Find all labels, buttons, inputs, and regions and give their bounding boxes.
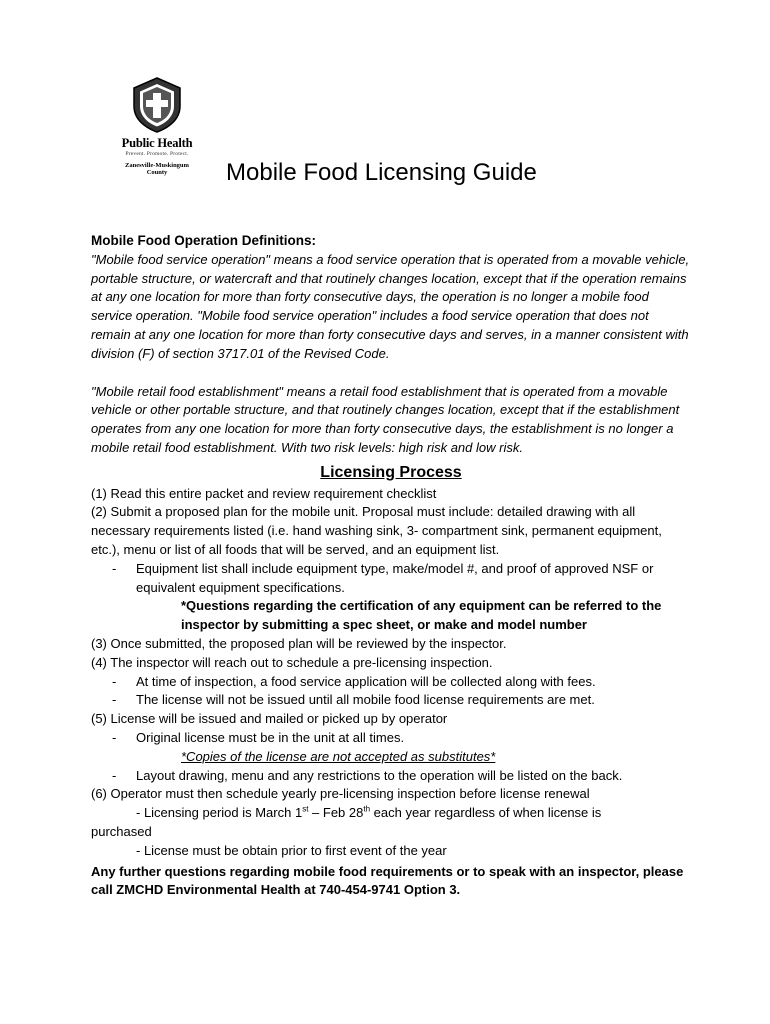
definition-mobile-retail: "Mobile retail food establishment" means a retail food establishment that is operated from a movable vehicle or other portable structure, and that routinely changes location, except that if the establishment operates from any one location for more than forty consecutive days, the establishment is no longer a mobile retail food establishment. With two risk levels: high risk and low risk.: [91, 383, 680, 455]
step-5-bullet-1: [91, 729, 691, 748]
step-5-bullet-2: [91, 767, 691, 786]
shield-cross-icon: [128, 76, 186, 134]
step-2-note: *Questions regarding the certification of any equipment can be referred to the inspector by submitting a spec sheet, or make and model number: [181, 598, 662, 633]
step-2: (2) Submit a proposed plan for the mobile unit. Proposal must include: detailed drawing with all necessary requirements listed (i.e. hand washing sink, 3- compartment sink, permanent equipment, etc.), menu or list of all foods that will be served, and an equipment list.: [91, 504, 662, 557]
step-3: (3) Once submitted, the proposed plan will be reviewed by the inspector.: [91, 635, 507, 651]
bullet-dash: -: [112, 673, 117, 689]
bullet-text: At time of inspection, a food service application will be collected along with fees.: [136, 673, 596, 689]
bullet-dash: -: [112, 767, 117, 783]
step-4: (4) The inspector will reach out to schedule a pre-licensing inspection.: [91, 654, 493, 670]
step-4-bullet-1: [91, 673, 691, 692]
health-department-logo: [114, 76, 200, 176]
step-6-licensing-period-cont: purchased: [91, 823, 152, 839]
logo-name: Public Health: [121, 136, 193, 150]
bullet-text: Layout drawing, menu and any restrictions to the operation will be listed on the back.: [136, 767, 623, 783]
step-2-bullet: [91, 560, 691, 598]
step-5-note-text: *Copies of the license are not accepted as substitutes*: [181, 748, 496, 764]
bullet-dash: -: [112, 560, 117, 576]
step-4-bullet-2: [91, 691, 691, 710]
step-5-note: [91, 748, 691, 767]
logo-tagline: Prevent. Promote. Protect.: [125, 151, 189, 157]
bullet-dash: -: [112, 729, 117, 745]
licensing-process-heading: Licensing Process: [320, 463, 462, 481]
page-title: Mobile Food Licensing Guide: [226, 159, 537, 186]
closing-contact: Any further questions regarding mobile food requirements or to speak with an inspector, please call ZMCHD Environmental Health at 740-454-9741 Option 3.: [91, 863, 684, 898]
bullet-text: Equipment list shall include equipment type, make/model #, and proof of approved NSF or equivalent equipment specifications.: [136, 560, 654, 595]
step-6-licensing-period: - Licensing period is March 1st – Feb 28th each year regardless of when license is: [136, 804, 602, 821]
logo-county: Zanesville-Muskingum County: [125, 162, 189, 176]
definition-mobile-food-service: "Mobile food service operation" means a food service operation that is operated from a movable vehicle, portable structure, or watercraft and that routinely changes location, except that if the operation remains at any one location for more than forty consecutive days, the operation is no longer a mobile food service operation. "Mobile food service operation" includes a food service operation that does not remain at any one location for more than forty consecutive days and serves, in a manner consistent with division (F) of section 3717.01 of the Revised Code.: [91, 251, 690, 361]
step-1: (1) Read this entire packet and review requirement checklist: [91, 485, 437, 501]
step-5: (5) License will be issued and mailed or picked up by operator: [91, 711, 448, 727]
document-body: [91, 232, 691, 900]
bullet-text: The license will not be issued until all mobile food license requirements are met.: [136, 692, 595, 708]
step-6-first-event: - License must be obtain prior to first event of the year: [136, 842, 447, 858]
bullet-text: Original license must be in the unit at all times.: [136, 729, 405, 745]
definitions-heading: Mobile Food Operation Definitions:: [91, 233, 316, 248]
step-6: (6) Operator must then schedule yearly pre-licensing inspection before license renewal: [91, 786, 590, 802]
bullet-dash: -: [112, 692, 117, 708]
